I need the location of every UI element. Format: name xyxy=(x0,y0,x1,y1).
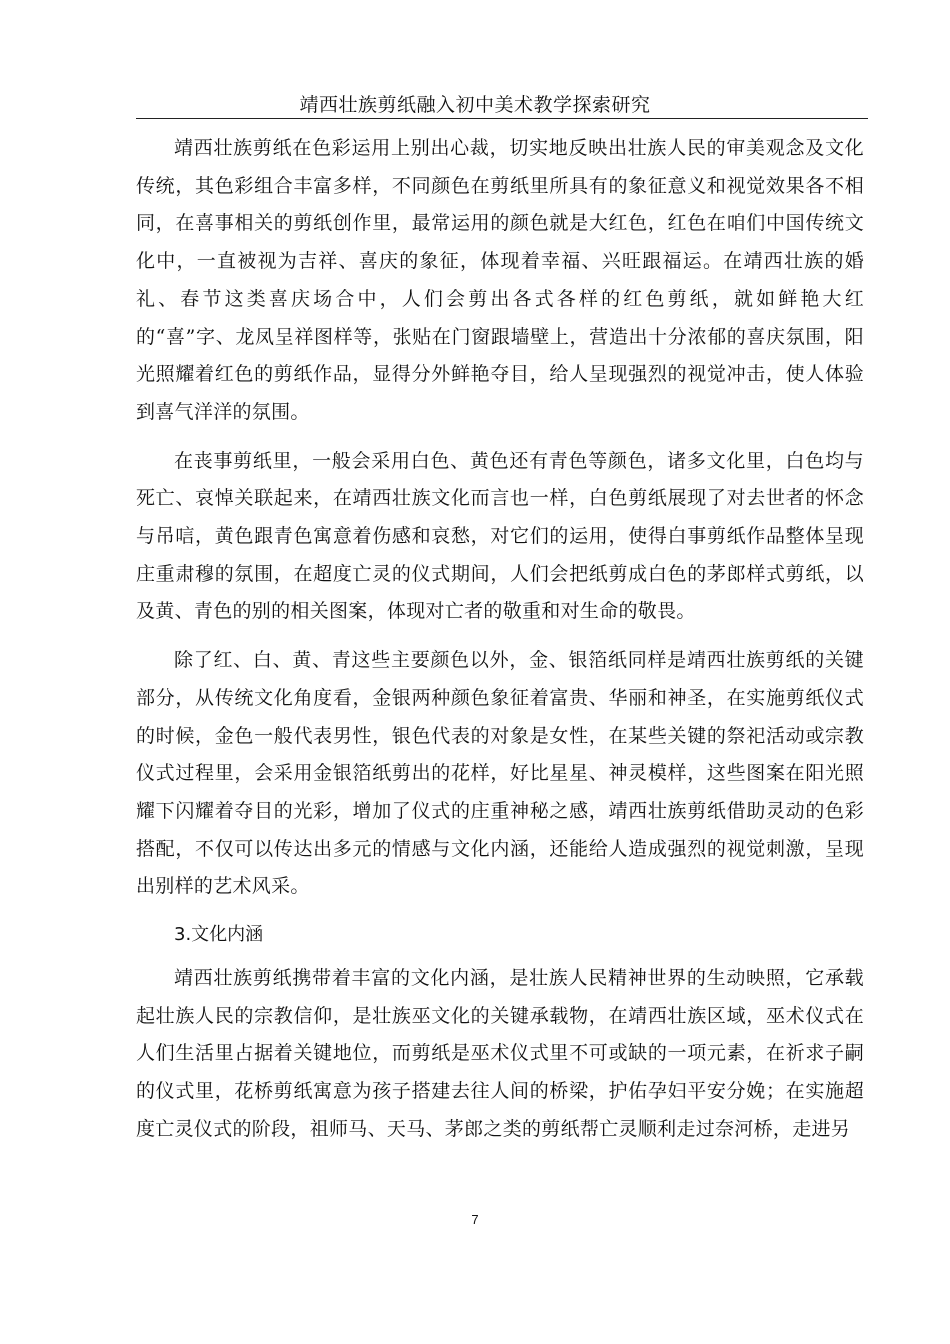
paragraph-color-funeral: 在丧事剪纸里，一般会采用白色、黄色还有青色等颜色，诸多文化里，白色均与死亡、哀悼关联起来，在靖西壮族文化而言也一样，白色剪纸展现了对去世者的怀念与吊唁，黄色跟青色寓意着伤感和哀愁，对它们的运用，使得白事剪纸作品整体呈现庄重肃穆的氛围，在超度亡灵的仪式期间，人们会把纸剪成白色的茅郎样式剪纸，以及黄、青色的别的相关图案，体现对亡者的敬重和对生命的敬畏。 xyxy=(136,449,864,623)
document-body xyxy=(136,130,864,1160)
paragraph-color-gold-silver: 除了红、白、黄、青这些主要颜色以外，金、银箔纸同样是靖西壮族剪纸的关键部分，从传统文化角度看，金银两种颜色象征着富贵、华丽和神圣，在实施剪纸仪式的时候，金色一般代表男性，银色代表的对象是女性，在某些关键的祭祀活动或宗教仪式过程里，会采用金银箔纸剪出的花样，好比星星、神灵模样，这些图案在阳光照耀下闪耀着夺目的光彩，增加了仪式的庄重神秘之感，靖西壮族剪纸借助灵动的色彩搭配，不仅可以传达出多元的情感与文化内涵，还能给人造成强烈的视觉刺激，呈现出别样的艺术风采。 xyxy=(136,649,864,898)
section-heading: 3.文化内涵 xyxy=(174,924,264,946)
paragraph-color-red: 靖西壮族剪纸在色彩运用上别出心裁，切实地反映出壮族人民的审美观念及文化传统，其色彩组合丰富多样，不同颜色在剪纸里所具有的象征意义和视觉效果各不相同，在喜事相关的剪纸创作里，最常运用的颜色就是大红色，红色在咱们中国传统文化中，一直被视为吉祥、喜庆的象征，体现着幸福、兴旺跟福运。在靖西壮族的婚礼、春节这类喜庆场合中，人们会剪出各式各样的红色剪纸，就如鲜艳大红的“喜”字、龙凤呈祥图样等，张贴在门窗跟墙壁上，营造出十分浓郁的喜庆氛围，阳光照耀着红色的剪纸作品，显得分外鲜艳夺目，给人呈现强烈的视觉冲击，使人体验到喜气洋洋的氛围。 xyxy=(136,137,864,423)
paragraph-cultural-connotation: 靖西壮族剪纸携带着丰富的文化内涵，是壮族人民精神世界的生动映照，它承载起壮族人民的宗教信仰，是壮族巫文化的关键承载物，在靖西壮族区域，巫术仪式在人们生活里占据着关键地位，而剪纸是巫术仪式里不可或缺的一项元素，在祈求子嗣的仪式里，花桥剪纸寓意为孩子搭建去往人间的桥梁，护佑孕妇平安分娩；在实施超度亡灵仪式的阶段，祖师马、天马、茅郎之类的剪纸帮亡灵顺利走过奈河桥，走进另 xyxy=(136,967,864,1140)
running-header: 靖西壮族剪纸融入初中美术教学探索研究 xyxy=(299,94,651,116)
page-number: 7 xyxy=(471,1212,479,1227)
header-rule xyxy=(136,118,868,119)
